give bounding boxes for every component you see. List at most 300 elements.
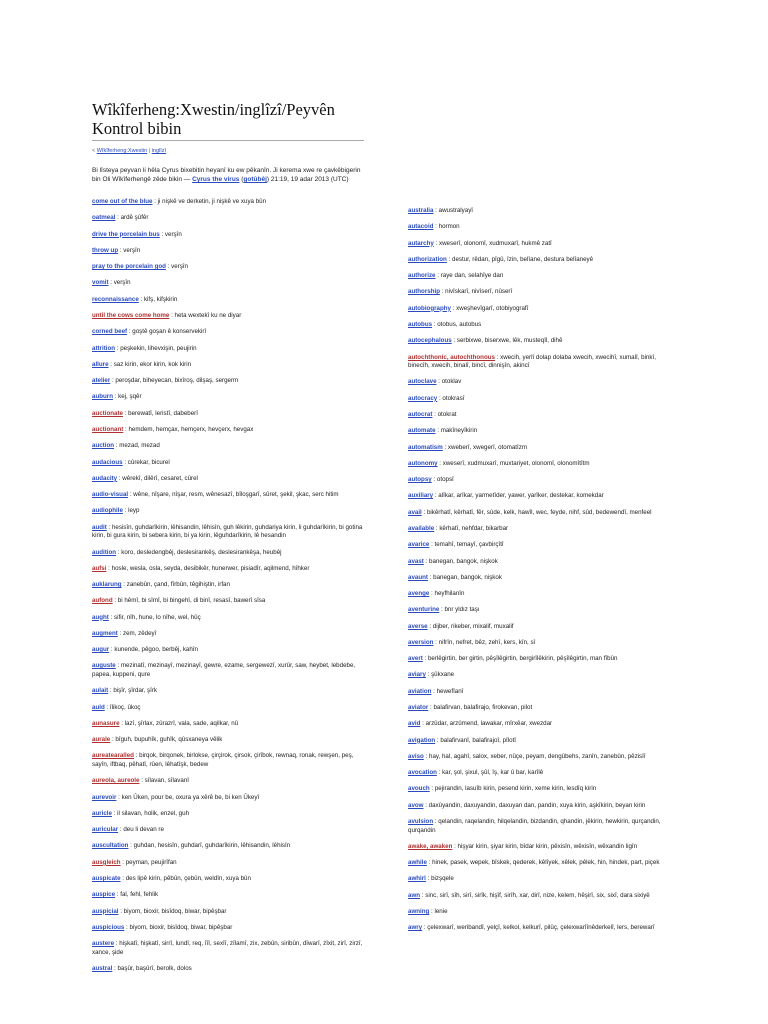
entry-definition: heta wextekî ku ne diyar bbox=[174, 311, 242, 319]
intro-text: Bi lîsteya peyvan li hêla Cyrus bixebitin heyanî ku ew pêkanîn. Ji kerema xwe re çavkêbigerin bin Oli Wîkîferhengê zêde bikin — bbox=[92, 167, 361, 183]
breadcrumb bbox=[92, 148, 166, 154]
glossary-entry bbox=[92, 361, 364, 370]
entry-term-link[interactable]: aviation bbox=[408, 687, 432, 695]
entry-term-link[interactable]: autocracy bbox=[408, 394, 438, 402]
glossary-entry bbox=[92, 565, 364, 574]
entry-definition: xweserî, xudmuxarî, muxtariyet, olonomî, olonomîtîtm bbox=[442, 459, 590, 467]
glossary-entry bbox=[408, 720, 676, 729]
entry-separator: : bbox=[120, 875, 126, 883]
entry-separator: : bbox=[128, 842, 134, 850]
entry-definition: birqok, birqonek, birlokse, çirçirok, çirsok, çirîbok, rewnaq, ronak, rewşen, peş, sayîn, iftbaq, pêhatî, rûen, lêhatîşk, bedew bbox=[92, 752, 354, 769]
glossary-entry bbox=[408, 337, 676, 346]
entry-definition: hinek, pasek, wepek, bîskek, qederek, kêlîyek, xêlek, pêlek, hin, hindek, part, piçek bbox=[432, 859, 660, 867]
entry-separator: : bbox=[437, 459, 443, 467]
entry-term-link[interactable]: avast bbox=[408, 557, 424, 565]
entry-term-link[interactable]: aureola, aureole bbox=[92, 777, 140, 785]
entry-definition: balafirvan, balafirajo, firokevan, pilot bbox=[433, 704, 533, 712]
entry-separator: : bbox=[446, 255, 453, 263]
entry-definition: verşîn bbox=[113, 279, 131, 287]
entry-definition: hişyar kirin, şiyar kirin, bîdar kirin, pêxisîn, wêxisîn, wêxandin ligîn bbox=[457, 842, 638, 850]
entry-term-link[interactable]: autobiography bbox=[408, 304, 451, 312]
glossary-entry bbox=[408, 737, 676, 746]
right-entry-list bbox=[408, 207, 676, 941]
entry-definition: wêne, nîşare, nîşar, resm, wênesazî, bîloşgarî, sûret, şekil, şkac, serc hitim bbox=[133, 491, 339, 499]
glossary-entry bbox=[92, 581, 364, 590]
entry-definition: bîguh, bupuhîk, guhîk, qûsxaneya vêlik bbox=[115, 736, 223, 744]
entry-definition: xwecih, yerlî dolap dolaba xwecih, xwecihî, xumalî, binkî, binecîh, xwecih, binalî, bincî, dinnişîn, akincî bbox=[408, 353, 656, 370]
entry-term-link[interactable]: pray to the porcelain god bbox=[92, 263, 166, 271]
glossary-entry bbox=[92, 662, 364, 679]
glossary-entry bbox=[92, 752, 364, 769]
entry-separator: : bbox=[159, 230, 165, 238]
entry-definition: awustralyayî bbox=[438, 207, 474, 214]
entry-separator: : bbox=[109, 646, 115, 654]
glossary-entry bbox=[408, 444, 676, 453]
entry-separator: : bbox=[114, 940, 120, 948]
entry-separator: : bbox=[420, 720, 426, 728]
entry-term-link[interactable]: aught bbox=[92, 613, 109, 621]
entry-term-link[interactable]: aviso bbox=[408, 752, 424, 760]
glossary-entry bbox=[92, 345, 364, 354]
entry-definition: verşîn bbox=[123, 246, 141, 254]
glossary-entry bbox=[408, 623, 676, 632]
entry-definition: mezad, mezad bbox=[119, 442, 160, 450]
entry-term-link[interactable]: autochthonic, autochthonous bbox=[408, 353, 495, 361]
entry-separator: : bbox=[432, 320, 438, 328]
entry-definition: destur, rêdan, pîgû, îzin, belîane, destura belîaneyê bbox=[452, 255, 594, 263]
entry-separator: : bbox=[122, 507, 129, 515]
glossary-entry bbox=[92, 810, 364, 819]
entry-separator: : bbox=[112, 965, 118, 973]
entry-term-link[interactable]: auguste bbox=[92, 662, 116, 670]
entry-term-link[interactable]: australia bbox=[408, 207, 434, 214]
glossary-entry bbox=[92, 826, 364, 835]
entry-separator: : bbox=[106, 523, 112, 531]
entry-separator: : bbox=[427, 622, 433, 630]
entry-separator: : bbox=[119, 719, 125, 727]
entry-term-link[interactable]: auctionate bbox=[92, 409, 123, 417]
entry-term-link[interactable]: avigation bbox=[408, 736, 436, 744]
entry-definition: hay, hal, agahî, salox, xeber, nûçe, peyam, dengûbehs, zanîn, zanebûn, pêzisîî bbox=[429, 752, 646, 760]
entry-definition: nivîskarî, nivîserî, nûserî bbox=[445, 288, 513, 296]
glossary-entry bbox=[92, 704, 364, 713]
entry-term-link[interactable]: aviator bbox=[408, 704, 429, 712]
entry-definition: biyom, bioxir, bisîdoq, biwar, bipêşbar bbox=[123, 907, 227, 915]
entry-term-link[interactable]: oatmeal bbox=[92, 214, 116, 222]
entry-separator: : bbox=[108, 687, 114, 695]
entry-separator: : bbox=[115, 662, 121, 670]
entry-separator: : bbox=[426, 859, 433, 867]
entry-separator: : bbox=[434, 524, 440, 532]
glossary-entry bbox=[92, 630, 364, 639]
glossary-entry bbox=[92, 687, 364, 696]
entry-term-link[interactable]: avocation bbox=[408, 769, 437, 777]
glossary-entry bbox=[408, 875, 676, 884]
entry-definition: makîneyîkirin bbox=[440, 427, 478, 435]
entry-separator: : bbox=[422, 655, 428, 663]
entry-term-link[interactable]: auklarung bbox=[92, 581, 122, 589]
entry-term-link[interactable]: awake, awaken bbox=[408, 842, 453, 850]
entry-term-link[interactable]: aunasure bbox=[92, 719, 120, 727]
glossary-entry bbox=[92, 247, 364, 256]
entry-definition: fal, fehl, fehlik bbox=[120, 891, 159, 899]
entry-term-link[interactable]: auburn bbox=[92, 393, 113, 401]
entry-term-link[interactable]: drive the porcelain bus bbox=[92, 230, 160, 238]
entry-term-link[interactable]: atelier bbox=[92, 377, 111, 385]
entry-separator: : bbox=[433, 818, 439, 825]
entry-term-link[interactable]: auspicial bbox=[92, 907, 119, 915]
glossary-entry bbox=[92, 231, 364, 240]
entry-definition: alîkar, arîkar, yarmetîder, yawer, yarîker, destekar, komekdar bbox=[438, 492, 604, 500]
glossary-entry bbox=[92, 940, 364, 957]
entry-separator: : bbox=[452, 842, 458, 850]
entry-definition: pejirandin, lasuîb kirin, pesend kirin, xeme kirin, lesdîq kirin bbox=[434, 785, 597, 793]
entry-definition: des lipê kirin, pêbûn, çebûn, weldîn, xuya bûn bbox=[125, 875, 251, 883]
entry-term-link[interactable]: avarice bbox=[408, 541, 430, 549]
entry-definition: kunende, pêgoo, berbêj, kahîn bbox=[114, 646, 198, 654]
glossary-entry bbox=[408, 924, 676, 933]
entry-separator: : bbox=[118, 826, 124, 834]
glossary-entry bbox=[92, 842, 364, 851]
breadcrumb-prefix: < bbox=[92, 148, 97, 154]
entry-definition: bnr yldız taşı bbox=[444, 606, 480, 614]
entry-term-link[interactable]: augur bbox=[92, 646, 110, 654]
entry-definition: verşîn bbox=[164, 230, 182, 238]
entry-separator: : bbox=[432, 410, 438, 418]
glossary-entry bbox=[408, 606, 676, 615]
entry-term-link[interactable]: autobus bbox=[408, 320, 433, 328]
entry-term-link[interactable]: averse bbox=[408, 622, 428, 630]
entry-definition: ardê şûfêr bbox=[120, 214, 149, 222]
entry-term-link[interactable]: autarchy bbox=[408, 239, 434, 247]
breadcrumb-current-link[interactable]: inglîzî bbox=[151, 148, 167, 154]
entry-definition: sifir, nîh, hune, lo nîhe, wel, hûç bbox=[114, 613, 201, 621]
entry-term-link[interactable]: avid bbox=[408, 720, 421, 728]
entry-term-link[interactable]: audition bbox=[92, 548, 117, 556]
entry-term-link[interactable]: audio-visual bbox=[92, 491, 129, 499]
entry-definition: îlikoç, ûkoç bbox=[109, 703, 141, 711]
entry-separator: : bbox=[421, 508, 427, 516]
entry-separator: : bbox=[429, 785, 435, 793]
entry-term-link[interactable]: throw up bbox=[92, 246, 119, 254]
entry-separator: : bbox=[433, 638, 439, 646]
glossary-entry bbox=[92, 442, 364, 451]
entry-separator: : bbox=[120, 858, 126, 866]
entry-term-link[interactable]: avaunt bbox=[408, 573, 428, 581]
entry-term-link[interactable]: authorize bbox=[408, 272, 436, 280]
glossary-entry bbox=[408, 892, 676, 901]
entry-separator: : bbox=[110, 736, 116, 744]
entry-term-link[interactable]: available bbox=[408, 524, 435, 532]
entry-term-link[interactable]: avert bbox=[408, 655, 423, 663]
entry-definition: il silavan, holik, enzel, guh bbox=[117, 809, 190, 817]
entry-definition: guhdan, hesisîn, guhdarî, guhdarîkirin, lêhisandin, lêhisîn bbox=[133, 842, 291, 850]
glossary-entry bbox=[408, 908, 676, 917]
entry-term-link[interactable]: austere bbox=[92, 940, 115, 948]
glossary-entry bbox=[408, 769, 676, 778]
entry-definition: mezinatî, mezinayî, mezinayî, gewre, ezame, sergewezî, xurûr, saw, heybet, lebdebe, papea, kuppeni, qure bbox=[92, 662, 356, 679]
entry-term-link[interactable]: audacity bbox=[92, 474, 118, 482]
glossary-entry bbox=[408, 223, 676, 232]
entry-term-link[interactable]: aufond bbox=[92, 597, 113, 605]
entry-term-link[interactable]: reconnaissance bbox=[92, 295, 139, 303]
entry-definition: ken Ûken, pour be, oxura ya xêrê be, bi ken Ûkeyî bbox=[121, 793, 260, 801]
entry-separator: : bbox=[121, 581, 127, 589]
entry-term-link[interactable]: austral bbox=[92, 965, 113, 973]
glossary-entry bbox=[92, 891, 364, 900]
entry-definition: çelexwarî, weribandî, yelçî, kelkol, kelkurî, pilûç, çelexwarîînêderkelî, lers, berewarî bbox=[427, 924, 655, 932]
entry-definition: berewatî, leristî, dabeberî bbox=[128, 409, 198, 417]
entry-definition: hesisîn, guhdarîkirin, lêhisandin, lêhisîn, guh lêkirin, guhdariya kirin, li guhdarîkirin, bi gotina kirin, bi gura kirin, bi sebera kirin, bi ya kirin, lêguhdarîkirin, lê hesandin bbox=[92, 523, 363, 540]
glossary-entry bbox=[92, 720, 364, 729]
entry-term-link[interactable]: automatism bbox=[408, 443, 443, 451]
breadcrumb-separator: | bbox=[147, 148, 152, 154]
entry-separator: : bbox=[439, 288, 446, 296]
entry-definition: peroşdar, biheyecan, bixîroş, dilşaş, sergerm bbox=[115, 377, 239, 385]
glossary-entry bbox=[408, 818, 676, 835]
glossary-entry bbox=[408, 240, 676, 249]
entry-term-link[interactable]: avouch bbox=[408, 785, 430, 793]
entry-term-link[interactable]: come out of the blue bbox=[92, 198, 153, 205]
entry-term-link[interactable]: avail bbox=[408, 508, 422, 516]
entry-term-link[interactable]: ausgleich bbox=[92, 858, 121, 866]
glossary-entry bbox=[408, 859, 676, 868]
glossary-entry bbox=[408, 785, 676, 794]
entry-term-link[interactable]: automate bbox=[408, 427, 436, 435]
entry-separator: : bbox=[429, 541, 435, 549]
entry-term-link[interactable]: augment bbox=[92, 629, 118, 637]
entry-term-link[interactable]: autocrat bbox=[408, 410, 433, 418]
entry-separator: : bbox=[429, 908, 435, 915]
glossary-entry bbox=[408, 802, 676, 811]
entry-definition: bişîr, şîrdar, şîrk bbox=[113, 687, 158, 695]
entry-term-link[interactable]: vomit bbox=[92, 279, 109, 287]
entry-separator: : bbox=[106, 564, 112, 572]
entry-term-link[interactable]: aviary bbox=[408, 671, 426, 679]
entry-definition: kêrhatî, nehfdar, bikarbar bbox=[439, 524, 509, 532]
entry-separator: : bbox=[425, 671, 432, 679]
glossary-entry bbox=[408, 492, 676, 501]
entry-term-link[interactable]: authorship bbox=[408, 288, 440, 296]
entry-definition: xweberî, xwegerî, otomatîzm bbox=[447, 443, 527, 451]
entry-separator: : bbox=[433, 239, 439, 247]
entry-separator: : bbox=[115, 214, 121, 222]
entry-separator: : bbox=[435, 272, 441, 280]
glossary-entry bbox=[408, 509, 676, 518]
glossary-entry bbox=[92, 198, 364, 207]
glossary-entry bbox=[408, 411, 676, 420]
entry-definition: xweşhevîgarî, otobiyografî bbox=[456, 304, 529, 312]
entry-separator: : bbox=[437, 394, 443, 402]
glossary-entry bbox=[92, 491, 364, 500]
entry-separator: : bbox=[110, 377, 116, 385]
glossary-entry bbox=[92, 426, 364, 435]
entry-term-link[interactable]: avulsion bbox=[408, 818, 434, 825]
entry-separator: : bbox=[433, 223, 439, 231]
entry-separator: : bbox=[423, 557, 429, 565]
glossary-entry bbox=[408, 272, 676, 281]
talk-link[interactable]: gotûbêj bbox=[243, 176, 267, 183]
entry-definition: leyp bbox=[128, 507, 140, 515]
entry-definition: temahî, temayî, çavbirçîtî bbox=[434, 541, 504, 549]
entry-term-link[interactable]: auction bbox=[92, 442, 115, 450]
entry-term-link[interactable]: attrition bbox=[92, 344, 116, 352]
entry-separator: : bbox=[433, 207, 439, 214]
glossary-entry bbox=[408, 655, 676, 664]
entry-definition: balafirvanî, balafirajoî, pîlotî bbox=[440, 736, 517, 744]
entry-term-link[interactable]: awhirl bbox=[408, 875, 426, 883]
glossary-entry bbox=[408, 305, 676, 314]
entry-term-link[interactable]: until the cows come home bbox=[92, 311, 170, 319]
entry-definition: bizşqele bbox=[431, 875, 454, 883]
entry-separator: : bbox=[435, 427, 441, 435]
entry-term-link[interactable]: auld bbox=[92, 703, 105, 711]
entry-separator: : bbox=[433, 492, 439, 500]
entry-separator: : bbox=[112, 393, 119, 401]
entry-definition: sîlavan, sîlavanî bbox=[144, 777, 190, 785]
entry-definition: goştê goşan ê konservekirî bbox=[132, 328, 207, 336]
entry-term-link[interactable]: auscultation bbox=[92, 842, 129, 850]
entry-term-link[interactable]: autopsy bbox=[408, 476, 432, 484]
user-link[interactable]: Cyrus the virus bbox=[192, 176, 240, 183]
glossary-entry bbox=[408, 354, 676, 371]
entry-separator: : bbox=[115, 891, 121, 899]
entry-term-link[interactable]: corned beef bbox=[92, 328, 128, 336]
signature-timestamp: 21:19, 19 adar 2013 (UTC) bbox=[269, 176, 349, 183]
entry-term-link[interactable]: aurevoir bbox=[92, 793, 117, 801]
entry-separator: : bbox=[431, 687, 437, 695]
entry-definition: daxûyandin, daxuyandin, daxuyan dan, pandin, xuya kirin, aşkîkirin, beyan kirin bbox=[428, 801, 646, 809]
entry-term-link[interactable]: auricular bbox=[92, 826, 119, 834]
glossary-entry bbox=[92, 459, 364, 468]
entry-definition: heyfhilanîn bbox=[434, 590, 465, 598]
entry-term-link[interactable]: aurale bbox=[92, 736, 111, 744]
entry-term-link[interactable]: aureatearalled bbox=[92, 752, 134, 760]
entry-separator: : bbox=[429, 590, 435, 598]
entry-separator: : bbox=[124, 923, 130, 931]
entry-separator: : bbox=[116, 548, 122, 556]
entry-definition: otopsî bbox=[436, 476, 454, 484]
glossary-entry bbox=[408, 639, 676, 648]
entry-term-link[interactable]: auctionant bbox=[92, 425, 124, 433]
entry-term-link[interactable]: audacious bbox=[92, 458, 123, 466]
glossary-entry bbox=[92, 597, 364, 606]
glossary-entry bbox=[92, 312, 364, 321]
entry-term-link[interactable]: allure bbox=[92, 360, 109, 368]
entry-separator: : bbox=[122, 458, 128, 466]
entry-definition: raye dan, selahîye dan bbox=[440, 272, 504, 280]
glossary-entry bbox=[92, 328, 364, 337]
glossary-entry bbox=[408, 256, 676, 265]
entry-separator: : bbox=[439, 606, 445, 614]
glossary-entry bbox=[408, 476, 676, 485]
entry-definition: arzûdar, arzûmend, lawakar, mîrxêar, xwezdar bbox=[425, 720, 553, 728]
entry-definition: deu li devan re bbox=[123, 826, 164, 834]
entry-term-link[interactable]: awry bbox=[408, 924, 423, 932]
entry-definition: kifş, kifşkirin bbox=[143, 295, 178, 303]
glossary-entry bbox=[92, 794, 364, 803]
entry-term-link[interactable]: autacoid bbox=[408, 223, 434, 231]
entry-term-link[interactable]: aufsi bbox=[92, 564, 107, 572]
entry-term-link[interactable]: audiophile bbox=[92, 507, 123, 515]
entry-definition: kar, şol, şixul, şûl, îş, kar û bar, karîlê bbox=[442, 769, 544, 777]
glossary-entry bbox=[92, 965, 364, 974]
glossary-entry bbox=[408, 753, 676, 762]
entry-definition: otoklav bbox=[441, 378, 462, 386]
entry-term-link[interactable]: auspicious bbox=[92, 923, 125, 931]
entry-term-link[interactable]: awhile bbox=[408, 859, 427, 867]
entry-definition: zanebûn, çand, fîrbûn, têgihiştin, irfan bbox=[126, 581, 230, 589]
entry-definition: sinc, sirî, sîh, sirî, sirîk, hişîf, sirîh, xar, dirî, nize, kelem, hêşirî, six, sixî, dara sixiyê bbox=[425, 891, 650, 899]
entry-term-link[interactable]: avow bbox=[408, 801, 424, 809]
entry-term-link[interactable]: autonomy bbox=[408, 459, 438, 467]
entry-separator: : bbox=[112, 597, 118, 605]
entry-term-link[interactable]: audit bbox=[92, 523, 107, 531]
glossary-entry bbox=[408, 671, 676, 680]
entry-term-link[interactable]: autocephalous bbox=[408, 337, 452, 345]
entry-term-link[interactable]: auricle bbox=[92, 809, 112, 817]
entry-term-link[interactable]: awn bbox=[408, 891, 421, 899]
glossary-entry bbox=[92, 875, 364, 884]
glossary-entry bbox=[408, 460, 676, 469]
page-title: Wîkîferheng:Xwestin/inglîzî/Peyvên Kontrol bibin bbox=[92, 100, 364, 141]
entry-term-link[interactable]: avenge bbox=[408, 590, 430, 598]
entry-definition: saz kirin, ekor kirin, kok kirin bbox=[113, 360, 192, 368]
entry-separator: : bbox=[138, 295, 144, 303]
entry-term-link[interactable]: aversion bbox=[408, 638, 434, 646]
breadcrumb-parent-link[interactable]: Wîkîferheng:Xwestin bbox=[96, 148, 148, 154]
entry-separator: : bbox=[111, 809, 118, 817]
entry-separator: : bbox=[423, 752, 429, 760]
entry-separator: : bbox=[114, 442, 120, 450]
entry-separator: : bbox=[104, 703, 110, 711]
entry-term-link[interactable]: auspice bbox=[92, 891, 116, 899]
entry-definition: lazî, şîrlax, zûrazrî, vala, sade, aqilkar, nû bbox=[124, 719, 239, 727]
entry-definition: zem, zêdeyî bbox=[122, 629, 157, 637]
glossary-entry bbox=[408, 574, 676, 583]
entry-separator: : bbox=[427, 573, 434, 581]
entry-definition: hemdem, hemçax, hemçerx, hevçerx, hevgax bbox=[128, 425, 254, 433]
glossary-entry bbox=[92, 924, 364, 933]
glossary-entry bbox=[92, 377, 364, 386]
entry-term-link[interactable]: auxiliary bbox=[408, 492, 434, 500]
entry-term-link[interactable]: autoclave bbox=[408, 378, 437, 386]
glossary-entry bbox=[92, 507, 364, 516]
entry-definition: hewefîanî bbox=[436, 687, 464, 695]
entry-term-link[interactable]: aulait bbox=[92, 687, 109, 695]
entry-definition: bi hêmî, bi sîmî, bi bingehî, di binî, resasî, bawerî sîsa bbox=[117, 597, 266, 605]
entry-term-link[interactable]: auspicate bbox=[92, 875, 121, 883]
entry-separator: : bbox=[127, 328, 133, 336]
entry-term-link[interactable]: awning bbox=[408, 908, 430, 915]
glossary-entry bbox=[92, 646, 364, 655]
entry-definition: nifrîn, nefret, bêz, zehî, kers, kîn, sî bbox=[438, 638, 536, 646]
entry-term-link[interactable]: authorization bbox=[408, 255, 447, 263]
glossary-entry bbox=[92, 475, 364, 484]
entry-separator: : bbox=[436, 378, 442, 386]
glossary-entry bbox=[92, 549, 364, 558]
entry-definition: berlêgirtin, ber girtin, pêşîlêgirtin, bergirîlêkirin, pêşîlêgirtin, man fîbûn bbox=[427, 655, 618, 663]
entry-definition: hişkatî, hişkatî, sirrî, lundî, req, îîî, sexîî, zîlamî, zix, zebûn, siribûn, dîwarî, zîxit, zirî, zirzî, xance, şide bbox=[92, 940, 363, 956]
entry-term-link[interactable]: aventurine bbox=[408, 606, 440, 614]
entry-separator: : bbox=[108, 360, 114, 368]
entry-separator: : bbox=[165, 263, 172, 271]
glossary-entry bbox=[92, 908, 364, 917]
entry-definition: banegan, bangok, nişkok bbox=[429, 557, 498, 565]
entry-separator: : bbox=[420, 891, 426, 899]
glossary-entry bbox=[408, 427, 676, 436]
entry-separator: : bbox=[152, 198, 158, 205]
